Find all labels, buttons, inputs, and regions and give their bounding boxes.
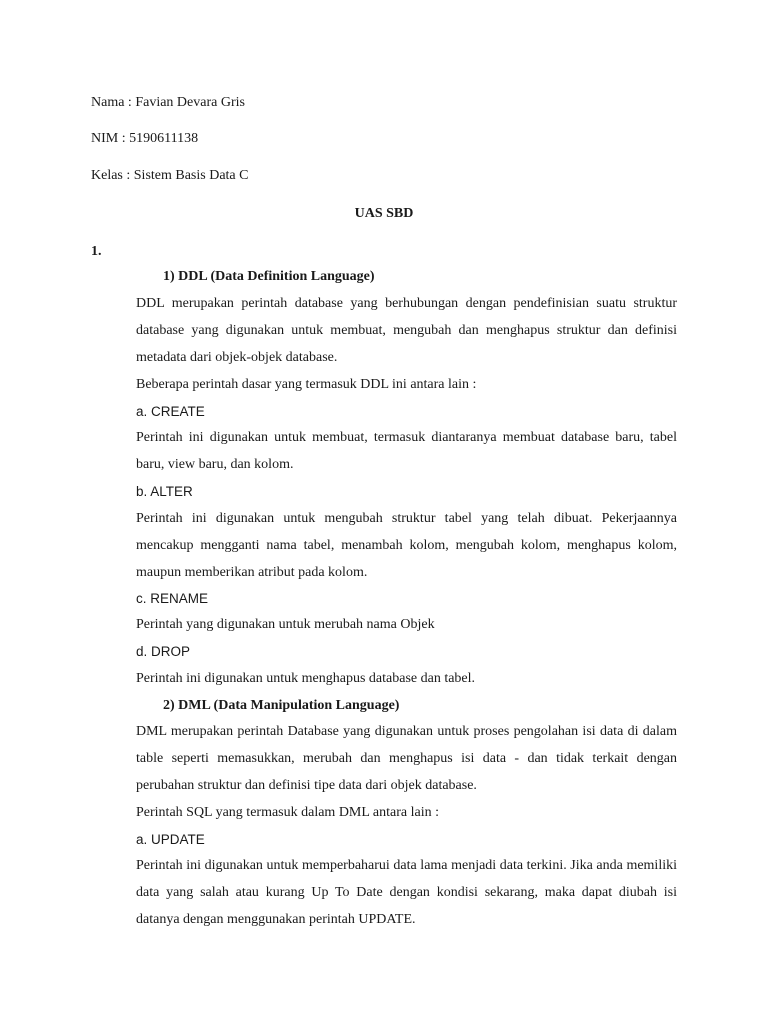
dml-heading: 2) DML (Data Manipulation Language) [163, 698, 400, 713]
ddl-intro-paragraph: DDL merupakan perintah database yang berhubungan dengan pendefinisian suatu struktur database yang digunakan untuk membuat, mengubah dan menghapus struktur dan definisi metadata dari objek-objek database. [136, 296, 677, 365]
ddl-create-description: Perintah ini digunakan untuk membuat, termasuk diantaranya membuat database baru, tabel baru, view baru, dan kolom. [136, 430, 677, 472]
ddl-drop-label: d. DROP [136, 644, 191, 659]
ddl-alter-description: Perintah ini digunakan untuk mengubah struktur tabel yang telah dibuat. Pekerjaannya mencakup mengganti nama tabel, menambah kolom, mengubah kolom, menghapus kolom, maupun memberikan atribut pada kolom. [136, 511, 677, 580]
dml-commands-intro: Perintah SQL yang termasuk dalam DML antara lain : [136, 805, 439, 820]
ddl-create-label: a. CREATE [136, 404, 205, 419]
dml-update-label: a. UPDATE [136, 832, 205, 847]
question-number: 1. [91, 244, 102, 259]
ddl-drop-description: Perintah ini digunakan untuk menghapus database dan tabel. [136, 671, 476, 686]
dml-update-description: Perintah ini digunakan untuk memperbaharui data lama menjadi data terkini. Jika anda memiliki data yang salah atau kurang Up To Date dengan kondisi sekarang, maka dapat diubah isi datanya dengan menggunakan perintah UPDATE. [136, 858, 677, 927]
dml-intro-paragraph: DML merupakan perintah Database yang digunakan untuk proses pengolahan isi data di dalam table seperti memasukkan, merubah dan menghapus isi data - dan tidak terkait dengan perubahan struktur dan definisi tipe data dari objek database. [136, 724, 677, 793]
ddl-heading: 1) DDL (Data Definition Language) [163, 269, 375, 284]
ddl-alter-label: b. ALTER [136, 484, 193, 499]
ddl-rename-label: c. RENAME [136, 591, 209, 606]
document-title: UAS SBD [354, 206, 414, 221]
student-nim: NIM : 5190611138 [91, 131, 199, 146]
student-name: Nama : Favian Devara Gris [91, 95, 245, 110]
ddl-commands-intro: Beberapa perintah dasar yang termasuk DDL ini antara lain : [136, 377, 477, 392]
student-class: Kelas : Sistem Basis Data C [91, 168, 249, 183]
ddl-rename-description: Perintah yang digunakan untuk merubah nama Objek [136, 617, 435, 632]
